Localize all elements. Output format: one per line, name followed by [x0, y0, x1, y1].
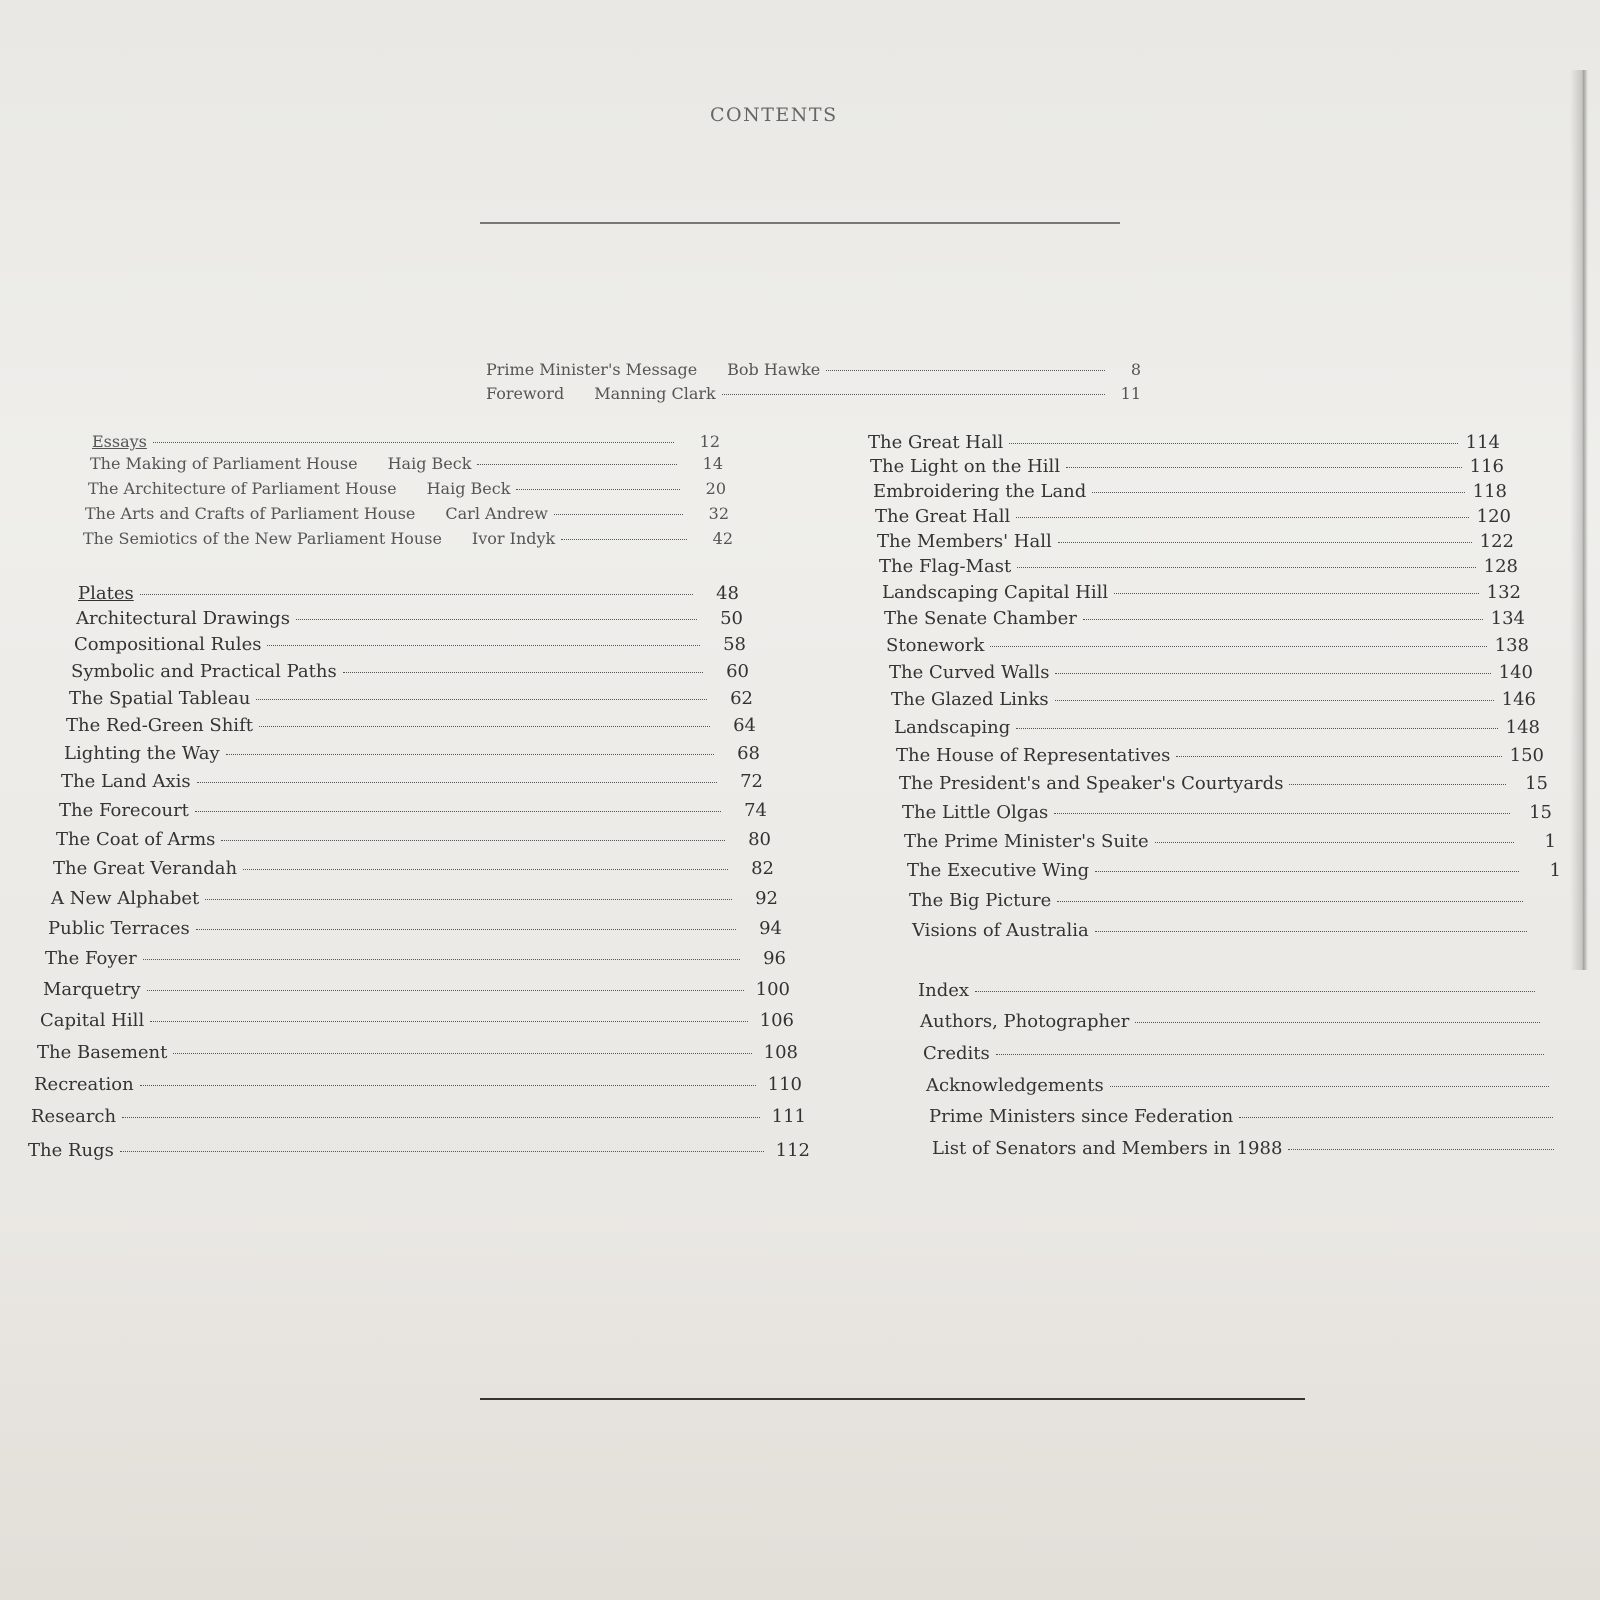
entry-title: The Foyer	[45, 948, 137, 969]
entry-title: The Basement	[37, 1042, 168, 1063]
entry-page-number: 148	[1505, 717, 1540, 738]
leader-dots	[1016, 517, 1469, 518]
toc-entry[interactable]	[56, 829, 771, 850]
toc-entry[interactable]	[886, 635, 1529, 656]
leader-dots	[153, 442, 674, 443]
entry-author: Bob Hawke	[727, 360, 821, 379]
entry-page-number: 15	[1529, 802, 1552, 823]
entry-title: Visions of Australia	[912, 920, 1089, 941]
toc-entry[interactable]	[48, 918, 782, 939]
toc-entry[interactable]	[43, 979, 790, 1000]
toc-entry[interactable]	[870, 456, 1504, 477]
leader-dots	[996, 1054, 1544, 1055]
entry-page-number: 8	[1130, 360, 1141, 379]
leader-dots	[1057, 901, 1523, 902]
entry-page-number: 12	[699, 432, 720, 451]
leader-dots	[1009, 443, 1458, 444]
leader-dots	[226, 754, 714, 755]
entry-title: The Light on the Hill	[870, 456, 1061, 477]
entry-title: The Semiotics of the New Parliament House	[83, 529, 442, 548]
bottom-divider	[480, 1398, 1305, 1400]
toc-entry[interactable]	[69, 688, 753, 709]
entry-title: The Red-Green Shift	[66, 715, 253, 736]
leader-dots	[221, 840, 725, 841]
toc-entry[interactable]	[83, 529, 733, 548]
leader-dots	[1110, 1086, 1549, 1087]
toc-entry[interactable]	[40, 1010, 794, 1031]
toc-entry[interactable]	[884, 608, 1525, 629]
toc-entry[interactable]	[896, 745, 1544, 766]
toc-entry[interactable]	[90, 454, 723, 473]
entry-page-number: 108	[763, 1042, 798, 1063]
entry-page-number: 60	[726, 661, 749, 682]
toc-entry[interactable]	[76, 608, 743, 629]
toc-entry[interactable]	[912, 920, 1569, 941]
entry-page-number: 74	[744, 800, 767, 821]
entry-title: The Coat of Arms	[56, 829, 216, 850]
entry-title: The Members' Hall	[877, 531, 1052, 552]
entry-title: Prime Minister's Message	[486, 360, 698, 379]
entry-page-number: 58	[723, 634, 746, 655]
entry-page-number: 116	[1469, 456, 1504, 477]
leader-dots	[205, 899, 732, 900]
leader-dots	[990, 646, 1487, 647]
entry-page-number: 112	[775, 1140, 810, 1161]
section-heading[interactable]	[92, 432, 720, 451]
entry-page-number: 111	[771, 1106, 806, 1127]
toc-entry[interactable]	[926, 1075, 1591, 1096]
entry-page-number: 20	[705, 479, 726, 498]
entry-title: The Big Picture	[909, 890, 1052, 911]
entry-page-number: 72	[740, 771, 763, 792]
leader-dots	[296, 619, 697, 620]
entry-page-number: 80	[748, 829, 771, 850]
toc-entry[interactable]	[868, 432, 1500, 453]
leader-dots	[1155, 842, 1514, 843]
leader-dots	[259, 726, 710, 727]
leader-dots	[1017, 567, 1476, 568]
entry-title: The Great Verandah	[53, 858, 238, 879]
entry-title: Index	[918, 980, 970, 1001]
entry-page-number: 11	[1120, 384, 1141, 403]
entry-title: Stonework	[886, 635, 985, 656]
entry-page-number: 32	[708, 504, 729, 523]
entry-title: Lighting the Way	[64, 743, 220, 764]
entry-page-number: 100	[755, 979, 790, 1000]
entry-page-number: 62	[730, 688, 753, 709]
leader-dots	[722, 394, 1105, 395]
page-title: CONTENTS	[710, 104, 838, 126]
entry-title: Plates	[78, 583, 134, 604]
leader-dots	[173, 1053, 752, 1054]
page-edge-shadow	[1570, 70, 1600, 970]
entry-title: The Architecture of Parliament House	[88, 479, 397, 498]
entry-title: Public Terraces	[48, 918, 190, 939]
entry-title: The Glazed Links	[891, 689, 1049, 710]
entry-author: Haig Beck	[387, 454, 472, 473]
toc-entry[interactable]	[88, 479, 726, 498]
entry-page-number: 68	[737, 743, 760, 764]
entry-title: The Little Olgas	[902, 802, 1049, 823]
entry-title: Compositional Rules	[74, 634, 262, 655]
leader-dots	[1058, 542, 1472, 543]
toc-entry[interactable]	[85, 504, 729, 523]
toc-entry[interactable]	[53, 858, 774, 879]
entry-title: Research	[31, 1106, 117, 1127]
toc-entry[interactable]	[64, 743, 760, 764]
entry-page-number: 132	[1486, 582, 1521, 603]
entry-page-number: 64	[733, 715, 756, 736]
toc-entry[interactable]	[66, 715, 756, 736]
leader-dots	[140, 1085, 756, 1086]
entry-page-number: 50	[720, 608, 743, 629]
toc-entry[interactable]	[904, 831, 1556, 852]
toc-entry[interactable]	[923, 1043, 1586, 1064]
entry-title: The Arts and Crafts of Parliament House	[85, 504, 416, 523]
leader-dots	[1092, 492, 1465, 493]
entry-title: The Forecourt	[59, 800, 189, 821]
entry-title: Capital Hill	[40, 1010, 145, 1031]
entry-title: Authors, Photographer	[920, 1011, 1130, 1032]
entry-page-number: 138	[1494, 635, 1529, 656]
entry-page-number: 1	[1544, 831, 1556, 852]
toc-entry[interactable]	[61, 771, 763, 792]
toc-entry[interactable]	[31, 1106, 806, 1127]
leader-dots	[516, 489, 680, 490]
entry-page-number: 106	[759, 1010, 794, 1031]
top-divider	[480, 222, 1120, 224]
entry-page-number: 140	[1498, 662, 1533, 683]
toc-entry[interactable]	[37, 1042, 798, 1063]
toc-entry[interactable]	[907, 860, 1561, 881]
entry-title: Prime Ministers since Federation	[929, 1106, 1234, 1127]
entry-page-number: 15	[1525, 773, 1548, 794]
toc-entry[interactable]	[879, 556, 1518, 577]
entry-title: Credits	[923, 1043, 990, 1064]
toc-entry[interactable]	[882, 582, 1521, 603]
toc-entry[interactable]	[909, 890, 1565, 911]
entry-title: The Prime Minister's Suite	[904, 831, 1149, 852]
entry-page-number: 1	[1549, 860, 1561, 881]
leader-dots	[1176, 756, 1502, 757]
toc-entry[interactable]	[889, 662, 1533, 683]
entry-page-number: 118	[1472, 481, 1507, 502]
leader-dots	[256, 699, 707, 700]
leader-dots	[1066, 467, 1462, 468]
toc-entry[interactable]	[59, 800, 767, 821]
leader-dots	[122, 1117, 760, 1118]
toc-entry[interactable]	[918, 980, 1577, 1001]
entry-page-number: 94	[759, 918, 782, 939]
toc-entry[interactable]	[899, 773, 1548, 794]
entry-title: The Great Hall	[868, 432, 1004, 453]
entry-page-number: 150	[1509, 745, 1544, 766]
entry-author: Carl Andrew	[445, 504, 548, 523]
leader-dots	[140, 594, 693, 595]
entry-page-number: 110	[767, 1074, 802, 1095]
entry-title: Foreword	[486, 384, 565, 403]
toc-entry[interactable]	[34, 1074, 802, 1095]
toc-entry[interactable]	[929, 1106, 1595, 1127]
leader-dots	[147, 990, 744, 991]
leader-dots	[1289, 784, 1506, 785]
entry-page-number: 146	[1501, 689, 1536, 710]
entry-title: Essays	[92, 432, 147, 451]
entry-title: The Flag-Mast	[879, 556, 1012, 577]
leader-dots	[477, 464, 677, 465]
entry-title: Architectural Drawings	[76, 608, 290, 629]
entry-title: Symbolic and Practical Paths	[71, 661, 337, 682]
entry-title: The Rugs	[28, 1140, 114, 1161]
leader-dots	[826, 370, 1105, 371]
entry-title: Embroidering the Land	[873, 481, 1087, 502]
leader-dots	[1239, 1117, 1553, 1118]
leader-dots	[195, 811, 721, 812]
leader-dots	[1055, 700, 1494, 701]
entry-page-number: 96	[763, 948, 786, 969]
leader-dots	[554, 514, 683, 515]
leader-dots	[1016, 728, 1498, 729]
toc-entry[interactable]	[51, 888, 778, 909]
leader-dots	[196, 929, 736, 930]
leader-dots	[267, 645, 700, 646]
intro-entry[interactable]	[486, 360, 1141, 379]
intro-entry[interactable]	[486, 384, 1141, 403]
entry-title: The Spatial Tableau	[69, 688, 251, 709]
entry-title: The Senate Chamber	[884, 608, 1077, 629]
toc-entry[interactable]	[875, 506, 1511, 527]
entry-title: Acknowledgements	[926, 1075, 1104, 1096]
toc-entry[interactable]	[894, 717, 1540, 738]
toc-entry[interactable]	[877, 531, 1514, 552]
leader-dots	[1288, 1149, 1554, 1150]
toc-entry[interactable]	[873, 481, 1507, 502]
leader-dots	[243, 869, 728, 870]
entry-page-number: 82	[751, 858, 774, 879]
entry-title: The Curved Walls	[889, 662, 1050, 683]
section-heading[interactable]	[78, 583, 739, 604]
entry-author: Manning Clark	[594, 384, 716, 403]
leader-dots	[975, 991, 1535, 992]
entry-title: Recreation	[34, 1074, 134, 1095]
leader-dots	[150, 1021, 748, 1022]
entry-page-number: 114	[1465, 432, 1500, 453]
entry-page-number: 128	[1483, 556, 1518, 577]
entry-page-number: 92	[755, 888, 778, 909]
entry-page-number: 14	[702, 454, 723, 473]
entry-page-number: 134	[1490, 608, 1525, 629]
leader-dots	[120, 1151, 764, 1152]
entry-title: The President's and Speaker's Courtyards	[899, 773, 1284, 794]
toc-entry[interactable]	[902, 802, 1552, 823]
leader-dots	[1054, 813, 1510, 814]
entry-title: Landscaping	[894, 717, 1011, 738]
entry-title: The Making of Parliament House	[90, 454, 358, 473]
leader-dots	[1095, 931, 1527, 932]
leader-dots	[1135, 1022, 1540, 1023]
leader-dots	[1095, 871, 1519, 872]
entry-title: Landscaping Capital Hill	[882, 582, 1109, 603]
leader-dots	[561, 539, 687, 540]
entry-page-number: 48	[716, 583, 739, 604]
entry-page-number: 42	[712, 529, 733, 548]
entry-title: The Great Hall	[875, 506, 1011, 527]
toc-entry[interactable]	[891, 689, 1536, 710]
leader-dots	[343, 672, 703, 673]
entry-page-number: 122	[1479, 531, 1514, 552]
toc-entry[interactable]	[28, 1140, 810, 1161]
entry-title: The Executive Wing	[907, 860, 1090, 881]
entry-page-number: 120	[1476, 506, 1511, 527]
entry-title: A New Alphabet	[51, 888, 200, 909]
toc-entry[interactable]	[71, 661, 749, 682]
toc-entry[interactable]	[920, 1011, 1582, 1032]
toc-entry[interactable]	[74, 634, 746, 655]
entry-author: Ivor Indyk	[471, 529, 556, 548]
toc-entry[interactable]	[932, 1138, 1596, 1159]
entry-title: The House of Representatives	[896, 745, 1171, 766]
leader-dots	[1055, 673, 1491, 674]
leader-dots	[1114, 593, 1479, 594]
entry-title: The Land Axis	[61, 771, 191, 792]
entry-title: List of Senators and Members in 1988	[932, 1138, 1283, 1159]
leader-dots	[143, 959, 740, 960]
toc-entry[interactable]	[45, 948, 786, 969]
entry-title: Marquetry	[43, 979, 141, 1000]
leader-dots	[197, 782, 717, 783]
leader-dots	[1083, 619, 1483, 620]
entry-author: Haig Beck	[426, 479, 511, 498]
